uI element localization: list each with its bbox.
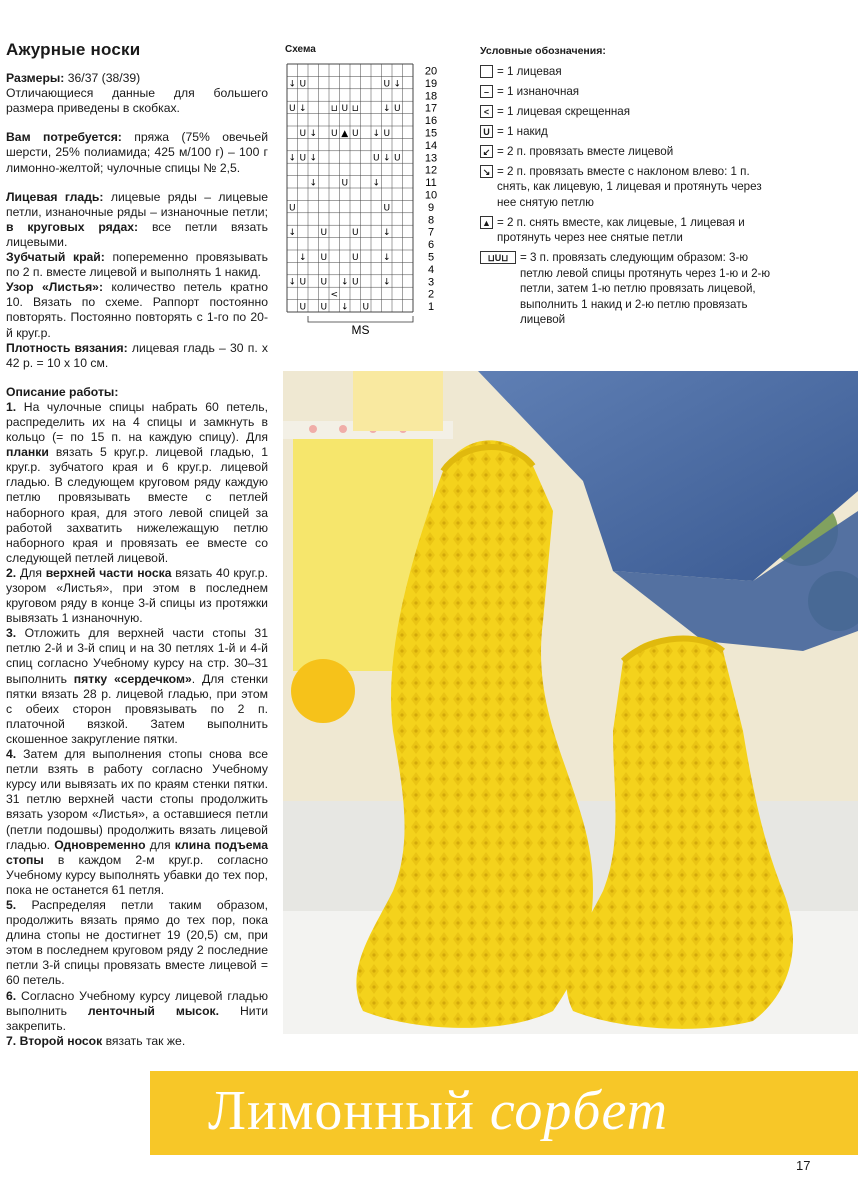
stockinette-label: Лицевая гладь: (6, 189, 104, 204)
chart-row-number: 11 (425, 177, 437, 190)
chart-row-number: 1 (427, 301, 435, 314)
step-number: 3. (6, 626, 17, 641)
description-heading (6, 385, 268, 400)
step-text: в каждом 2-м круг.р. согласно Учебному курсу выполнять убавки до тех пор, пока не останется 61 петля. (6, 852, 268, 897)
legend (480, 44, 780, 332)
leaves-label: Узор «Листья»: (6, 280, 104, 295)
description-label: Описание работы: (6, 384, 119, 399)
chart-symbol: U (288, 104, 296, 115)
chart-symbol: U (320, 228, 328, 239)
step-text: вязать 5 круг.р. лицевой гладью, 1 круг.р. зубчатого края и 6 круг.р. лицевой гладью. В следующем круговом ряду каждую петлю провязывать вместе с петлей наборного края, для этого левой спицей за работой захватить нижележащую петлю наборного края и провязать ее вместе со следующей петлей лицевой. (6, 445, 268, 565)
gauge-label: Плотность вязания: (6, 340, 128, 355)
knit-symbol-icon (480, 65, 493, 78)
chart-symbol: U (383, 128, 391, 139)
step-number: 7. (6, 1033, 17, 1048)
chart-symbol: ↓ (372, 178, 381, 189)
legend-text: = 2 п. провязать вместе лицевой (497, 144, 674, 158)
step-number: 4. (6, 747, 17, 762)
chart-symbol: U (383, 79, 391, 90)
chart-symbol: U (299, 277, 307, 288)
legend-text: = 1 лицевая (497, 64, 562, 78)
picot-paragraph (6, 250, 268, 280)
chart-symbol: ↓ (382, 277, 391, 288)
step-3 (6, 626, 268, 747)
rounds-value: все петли вязать лицевыми. (6, 219, 268, 249)
gauge-value: лицевая гладь – 30 п. х 42 р. = 10 х 10 см. (6, 340, 268, 370)
step-text: На чулочные спицы набрать 60 петель, распределить их на 4 спицы и замкнуть в кольцо (= по 15 п. на каждую спицу). Для (6, 399, 268, 445)
chart-symbol: U (320, 252, 328, 263)
legend-text: = 2 п. провязать вместе с наклоном влево: 1 п. снять, как лицевую, 1 лицевая и протянуть через нее снятую петлю (497, 164, 762, 209)
picot-label: Зубчатый край: (6, 250, 105, 265)
chart-symbol: ▲ (341, 128, 349, 139)
chart-symbol: U (299, 79, 307, 90)
chart-row-number: 5 (427, 251, 435, 264)
chart-symbol: ↓ (309, 178, 318, 189)
chart-symbol: ↓ (382, 252, 391, 263)
step-7 (6, 1034, 268, 1049)
chart-grid (285, 60, 445, 344)
chart-row-number: 15 (424, 127, 438, 140)
chart-repeat-label: MS (351, 323, 370, 337)
chart-symbol: U (351, 252, 359, 263)
chart-symbol: ↓ (288, 277, 297, 288)
step-bold: верхней части носка (45, 565, 172, 580)
step-bold: ленточный мысок. (87, 1003, 220, 1018)
chart-row-number: 2 (427, 288, 435, 301)
chart-title: Схема (285, 44, 316, 55)
step-text: Затем для выполнения стопы снова все петли взять в работу согласно Учебному курсу или вывязать их по краям стенки пятки. 31 петлю верхней части стопы продолжить вязать узором «Листья», а оставшиеся петли (петли подошвы) продолжить вязать лицевой гладью. (6, 747, 268, 852)
chart-symbol: U (299, 302, 307, 313)
step-5 (6, 898, 268, 989)
legend-title: Условные обозначения: (480, 45, 606, 57)
double-decrease-symbol-icon: ▲ (480, 216, 493, 229)
chart-symbol: ↓ (340, 302, 349, 313)
leaves-paragraph (6, 280, 268, 340)
title-banner (150, 1071, 858, 1155)
stockinette-value: лицевые ряды – лицевые петли, изнаночные ряды – изнаночные петли; (6, 189, 268, 219)
chart-symbol: U (288, 203, 296, 214)
chart-symbol: U (362, 302, 370, 313)
chart-row-number: 18 (424, 90, 438, 103)
chart-symbol: U (383, 203, 391, 214)
socks-photo (283, 371, 858, 1034)
banner-title-regular: Лимонный (208, 1080, 490, 1142)
legend-text: = 1 лицевая скрещенная (497, 104, 630, 118)
chart-symbol: ↓ (309, 153, 318, 164)
materials-value: пряжа (75% овечьей шерсти, 25% полиамида; 425 м/100 г) – 100 г лимонно-желтой; чулочные спицы № 2,5. (6, 130, 269, 175)
legend-item (480, 215, 780, 246)
chart-symbol: U (351, 228, 359, 239)
sizes-value: 36/37 (38/39) (64, 71, 141, 86)
chart-row-number: 10 (424, 189, 438, 202)
legend-item (480, 84, 780, 100)
chart-symbol: ↓ (372, 128, 381, 139)
banner-title-italic: сорбет (489, 1080, 669, 1142)
stockinette-paragraph (6, 190, 268, 250)
chart-symbol: ↓ (340, 277, 349, 288)
sizes-note: Отличающиеся данные для большего размера приведены в скобках. (6, 86, 268, 116)
yarn-over-symbol-icon: U (480, 125, 493, 138)
chart-row-number: 8 (427, 214, 435, 227)
chart-row-number: 3 (427, 276, 435, 289)
step-text: . Для стенки пятки вязать 28 р. лицевой гладью, при этом с обеих сторон провязывать по 2 п. платочной вязкой. Затем выполнить скошенное закругление пятки. (6, 671, 269, 746)
step-6 (6, 989, 268, 1034)
legend-item (480, 124, 780, 140)
step-text: для (145, 837, 175, 852)
chart-symbol: U (320, 302, 328, 313)
gauge-paragraph (6, 341, 268, 371)
knitting-chart (285, 44, 445, 344)
sizes-paragraph (6, 71, 268, 116)
chart-row-number: 19 (424, 77, 438, 90)
chart-symbol: ↓ (393, 79, 402, 90)
sizes-label: Размеры: (6, 71, 65, 86)
chart-symbol: ⊔ (351, 104, 359, 115)
materials-label: Вам потребуется: (6, 130, 122, 145)
three-stitch-cross-symbol-icon: ⊔U⊔ (480, 251, 516, 264)
picot-value: попеременно провязывать по 2 п. вместе лицевой и выполнять 1 накид. (6, 250, 268, 280)
step-1 (6, 400, 268, 566)
chart-row-number: 17 (424, 102, 438, 115)
legend-item (480, 164, 780, 211)
chart-symbol: U (299, 128, 307, 139)
step-bold: Одновременно (54, 837, 146, 852)
chart-row-number: 13 (424, 152, 438, 165)
chart-symbol: ↓ (298, 104, 307, 115)
legend-text: = 1 накид (497, 124, 548, 138)
chart-symbol: U (393, 153, 401, 164)
materials-paragraph (6, 130, 268, 175)
chart-symbol: U (330, 128, 338, 139)
legend-item (480, 250, 780, 328)
chart-symbol: U (320, 277, 328, 288)
step-text: Распределяя петли таким образом, продолжить вязать прямо до тех пор, пока длина стопы не достигнет 19 (20,5) см, при этом в последнем круговом ряду 2 последние петли 3-й спицы провязать вместе лицевой = 60 петель. (6, 897, 268, 988)
step-text: вязать 40 круг.р. узором «Листья», при этом в последнем круговом ряду в конце 3-й спицы из протяжки вывязать 1 изнаночную. (6, 565, 268, 626)
banner-title (208, 1079, 668, 1143)
step-text: вязать так же. (102, 1033, 186, 1048)
chart-symbol: ↓ (298, 252, 307, 263)
step-bold: клина подъема стопы (6, 837, 268, 867)
chart-symbol: U (351, 128, 359, 139)
step-number: 2. (6, 565, 17, 580)
chart-symbol: ↓ (309, 128, 318, 139)
purl-symbol-icon: – (480, 85, 493, 98)
step-bold: планки (6, 445, 49, 460)
step-text: Для (16, 565, 46, 580)
chart-row-number: 6 (427, 239, 435, 252)
step-number: 5. (6, 897, 17, 912)
chart-symbol: < (330, 290, 339, 301)
chart-symbol: ↓ (382, 228, 391, 239)
legend-text: = 1 изнаночная (497, 84, 580, 98)
chart-symbol: U (341, 104, 349, 115)
rounds-label: в круговых рядах: (6, 219, 139, 234)
chart-symbol: ↓ (288, 79, 297, 90)
chart-row-number: 14 (424, 139, 438, 152)
twisted-knit-symbol-icon: < (480, 105, 493, 118)
chart-symbol: ↓ (288, 228, 297, 239)
chart-row-number: 9 (427, 201, 435, 214)
k2tog-symbol-icon: ↙ (480, 145, 493, 158)
step-number: 6. (6, 988, 17, 1003)
page-number: 17 (796, 1158, 811, 1173)
legend-item (480, 144, 780, 160)
article-column (6, 42, 268, 1049)
chart-symbol: U (299, 153, 307, 164)
chart-row-number: 7 (427, 226, 435, 239)
chart-symbol: ⊔ (330, 104, 338, 115)
chart-symbol: ↓ (382, 104, 391, 115)
step-bold: пятку «сердечком» (73, 671, 192, 686)
step-number: 1. (6, 399, 17, 414)
legend-text: = 3 п. провязать следующим образом: 3-ю петлю левой спицы протянуть через 1-ю и 2-ю петли, затем 1-ю петлю провязать лицевой, выполнить 1 накид и 2-ю петлю провязать лицевой (520, 251, 771, 326)
chart-symbol: U (372, 153, 380, 164)
chart-row-number: 20 (424, 65, 438, 78)
legend-item (480, 104, 780, 120)
step-text: Нити закрепить. (6, 1003, 269, 1033)
article-title: Ажурные носки (6, 40, 141, 59)
chart-repeat-bracket (308, 316, 413, 322)
step-text: Согласно Учебному курсу лицевой гладью выполнить (6, 988, 268, 1018)
step-bold: Второй носок (19, 1033, 103, 1048)
chart-symbol: U (351, 277, 359, 288)
chart-symbol: ↓ (382, 153, 391, 164)
socks-illustration (283, 371, 858, 1034)
legend-text: = 2 п. снять вместе, как лицевые, 1 лицевая и протянуть через нее снятые петли (497, 215, 745, 244)
step-2 (6, 566, 268, 626)
chart-symbol: U (341, 178, 349, 189)
chart-row-number: 4 (427, 263, 435, 276)
ssk-symbol-icon: ↘ (480, 165, 493, 178)
chart-row-number: 16 (424, 115, 438, 128)
step-text: Отложить для верхней части стопы 31 петлю 2-й и 3-й спиц и на 30 петлях 1-й и 4-й спиц согласно Учебному курсу на стр. 30–31 выполнить (6, 626, 268, 686)
chart-symbol: ↓ (288, 153, 297, 164)
chart-row-number: 12 (424, 164, 438, 177)
legend-item (480, 64, 780, 80)
chart-symbol: U (393, 104, 401, 115)
leaves-value: количество петель кратно 10. Вязать по схеме. Раппорт постоянно повторять. Постоянно повторять с 1-го по 20-й круг.р. (6, 280, 268, 340)
step-4 (6, 747, 268, 898)
